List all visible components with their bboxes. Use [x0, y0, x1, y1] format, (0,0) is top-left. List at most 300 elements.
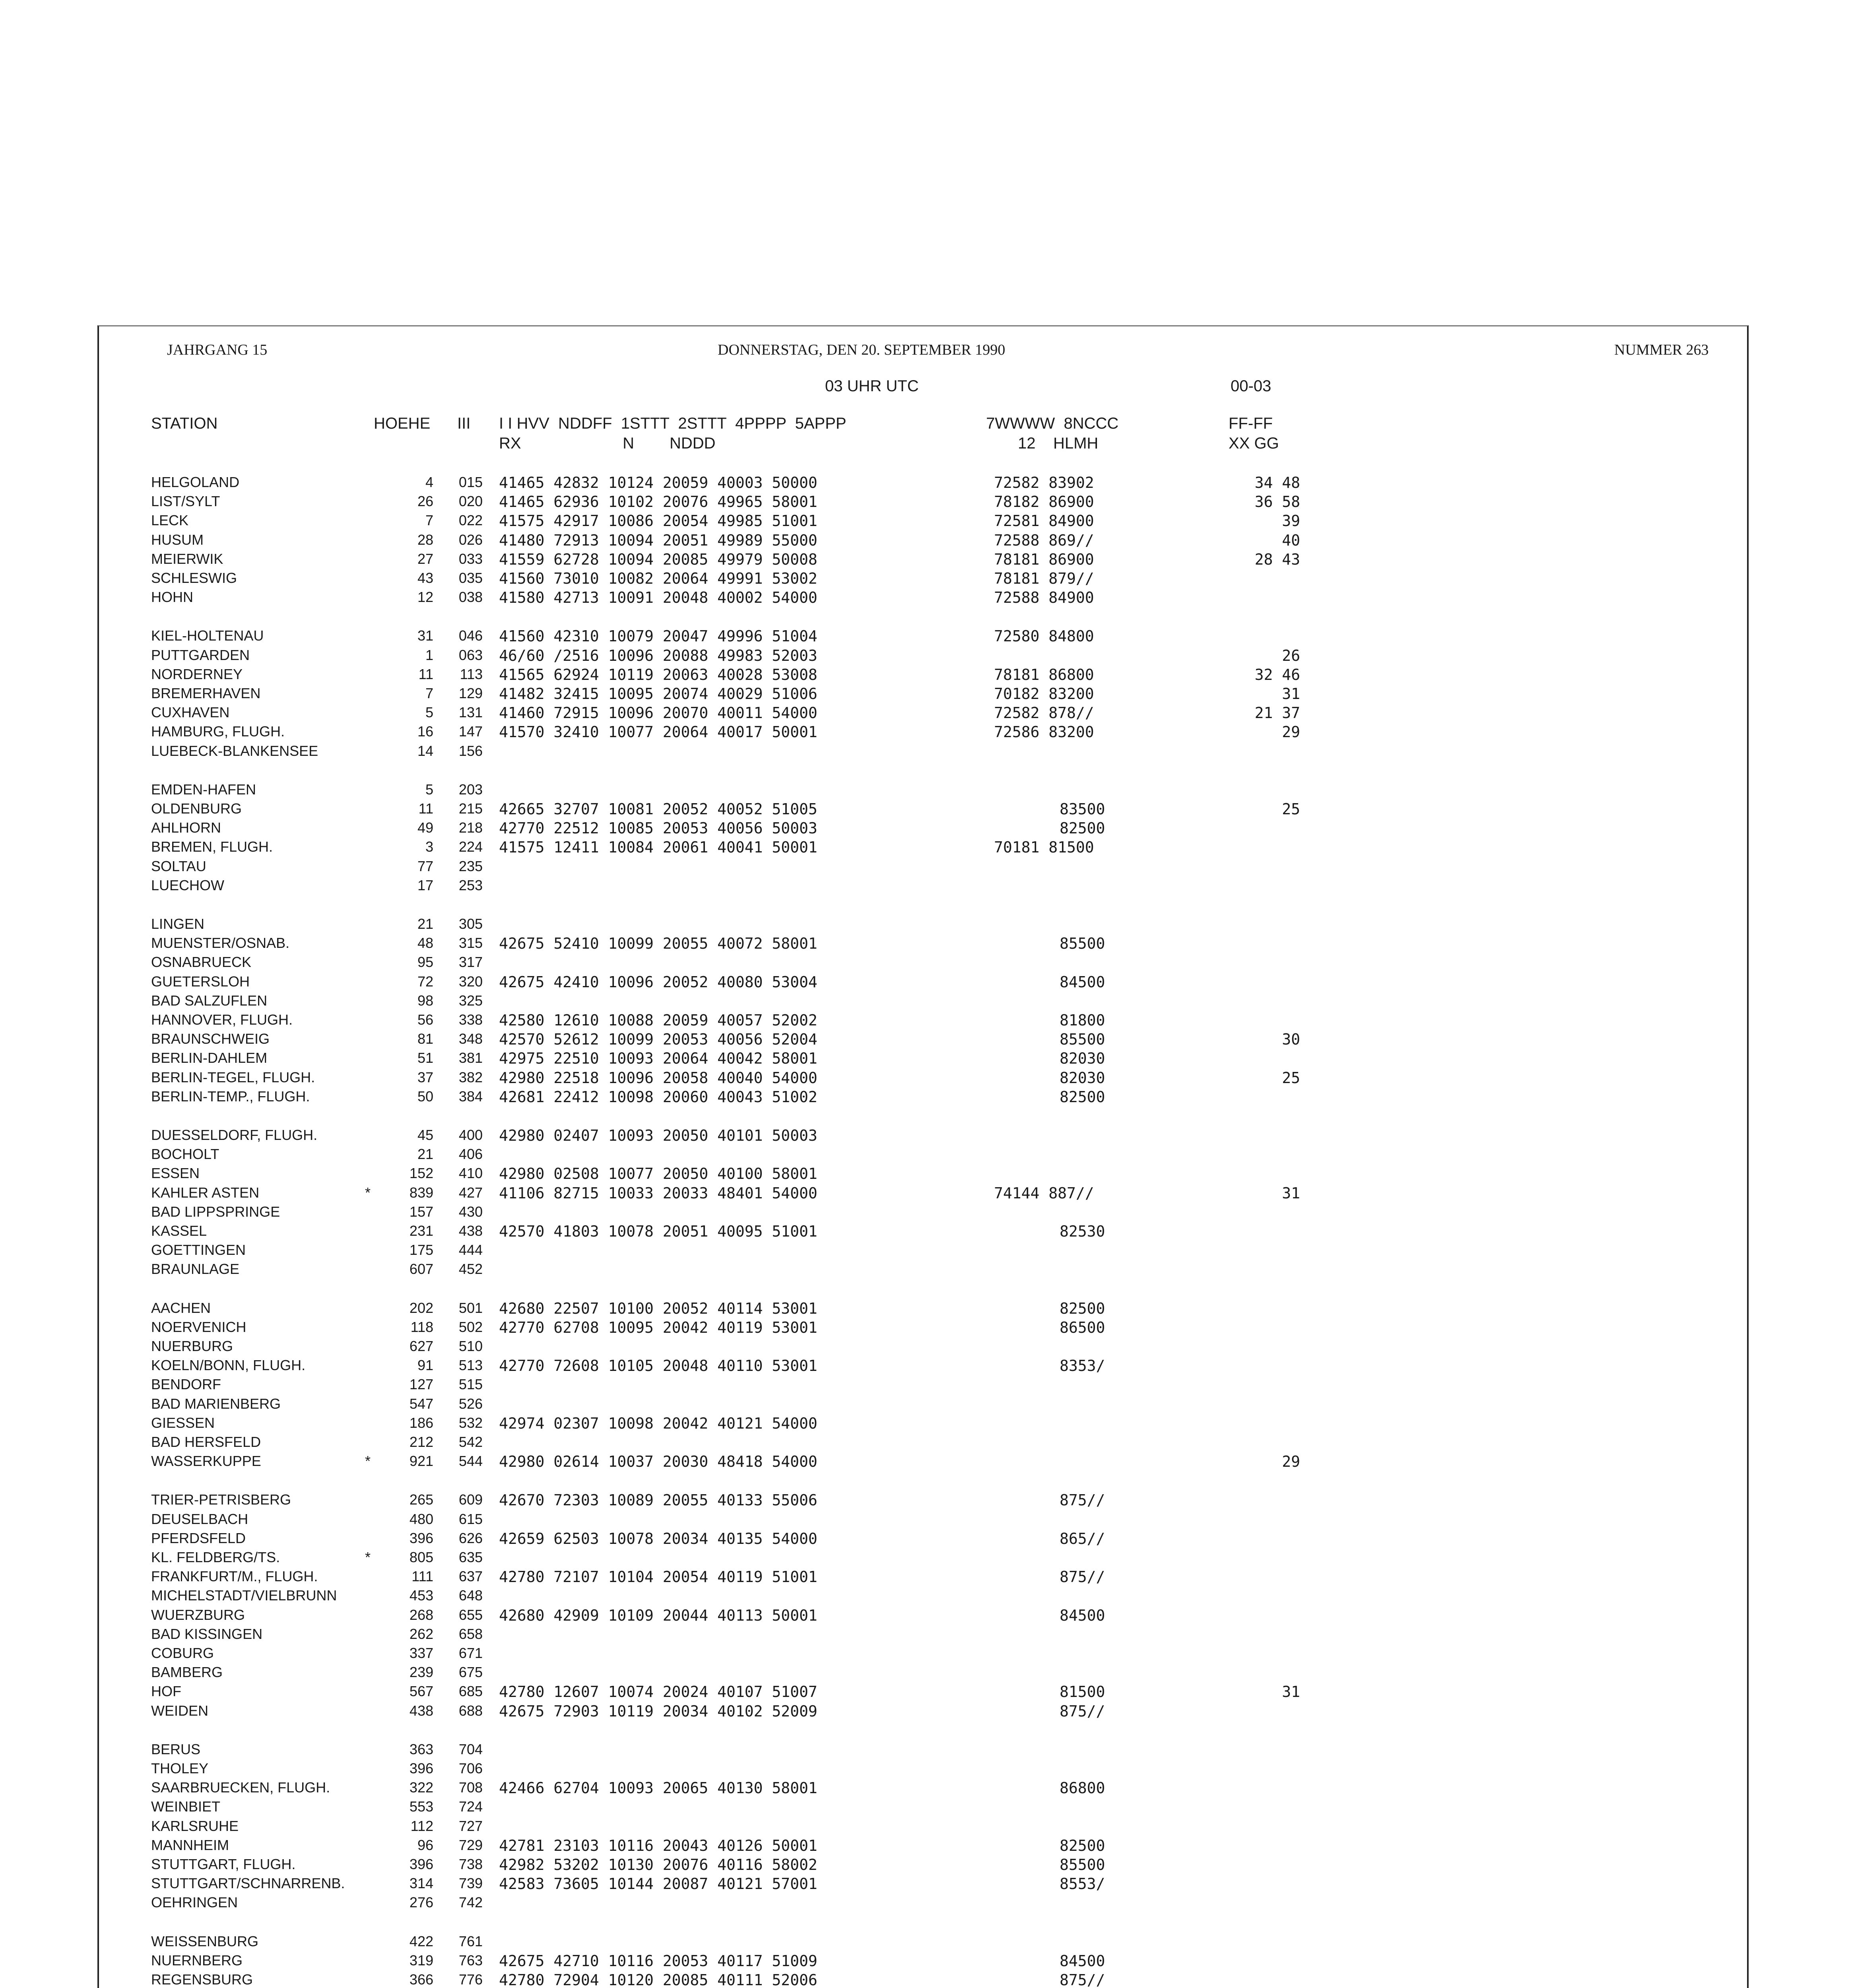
mountain-station-marker: *	[365, 1453, 371, 1469]
weather-groups: 74144 887//	[994, 1184, 1094, 1202]
station-height: 91	[417, 1357, 433, 1373]
station-name: KOELN/BONN, FLUGH.	[151, 1357, 306, 1373]
station-index: 515	[458, 1376, 483, 1392]
synop-groups: 41482 32415 10095 20074 40029 51006	[499, 685, 817, 703]
weather-groups: 82030	[1060, 1069, 1105, 1087]
station-index: 224	[458, 839, 483, 855]
station-name: OLDENBURG	[151, 800, 242, 817]
station-index: 320	[458, 973, 483, 990]
station-index: 635	[458, 1549, 483, 1565]
wind-gust-groups: 25	[1282, 800, 1300, 818]
station-index: 739	[458, 1875, 483, 1891]
station-name: GOETTINGEN	[151, 1242, 246, 1258]
wind-gust-groups: 39	[1282, 512, 1300, 530]
station-index: 253	[458, 877, 483, 893]
station-height: 77	[417, 858, 433, 874]
synop-groups: 41465 42832 10124 20059 40003 50000	[499, 474, 817, 491]
station-height: 127	[409, 1376, 433, 1392]
station-name: HOF	[151, 1683, 181, 1699]
station-index: 655	[458, 1607, 483, 1623]
station-height: 7	[425, 685, 433, 701]
station-height: 11	[418, 666, 433, 682]
synop-groups: 42665 32707 10081 20052 40052 51005	[499, 800, 817, 818]
weather-groups: 82500	[1060, 1300, 1105, 1317]
station-name: STUTTGART/SCHNARRENB.	[151, 1875, 345, 1891]
station-name: REGENSBURG	[151, 1971, 253, 1988]
weather-groups: 72582 83902	[994, 474, 1094, 491]
synop-groups: 42570 52612 10099 20053 40056 52004	[499, 1031, 817, 1048]
station-height: 480	[409, 1511, 433, 1527]
wind-gust-groups: 26	[1282, 647, 1300, 664]
station-index: 706	[458, 1760, 483, 1776]
weather-groups: 85500	[1060, 935, 1105, 952]
wind-gust-groups: 21 37	[1254, 704, 1300, 722]
station-height: 21	[417, 916, 433, 932]
weather-groups: 78181 879//	[994, 570, 1094, 587]
col-iii: III	[457, 415, 471, 432]
utc-time-label: 03 UHR UTC	[825, 377, 919, 395]
station-height: 422	[409, 1933, 433, 1949]
synop-groups: 41480 72913 10094 20051 49989 55000	[499, 532, 817, 549]
station-height: 337	[409, 1645, 433, 1661]
station-name: FRANKFURT/M., FLUGH.	[151, 1568, 318, 1584]
weather-groups: 72586 83200	[994, 723, 1094, 741]
col-synop-groups: I I HVV NDDFF 1STTT 2STTT 4PPPP 5APPP	[499, 415, 846, 432]
station-index: 544	[458, 1453, 483, 1469]
station-index: 156	[458, 743, 483, 759]
weather-groups: 81800	[1060, 1011, 1105, 1029]
station-name: CUXHAVEN	[151, 704, 230, 720]
synop-groups: 41575 42917 10086 20054 49985 51001	[499, 512, 817, 530]
station-height: 112	[410, 1818, 433, 1834]
weather-groups: 78181 86900	[994, 551, 1094, 568]
station-height: 319	[409, 1952, 433, 1969]
station-height: 921	[409, 1453, 433, 1469]
synop-groups: 42780 72107 10104 20054 40119 51001	[499, 1568, 817, 1586]
station-height: 21	[417, 1146, 433, 1162]
station-name: DEUSELBACH	[151, 1511, 248, 1527]
station-index: 708	[458, 1779, 483, 1796]
station-height: 7	[425, 512, 433, 528]
synop-groups: 46/60 /2516 10096 20088 49983 52003	[499, 647, 817, 664]
station-height: 202	[409, 1300, 433, 1316]
station-height: 27	[417, 551, 433, 567]
station-name: BOCHOLT	[151, 1146, 219, 1162]
station-name: DUESSELDORF, FLUGH.	[151, 1127, 318, 1143]
station-height: 239	[409, 1664, 433, 1680]
weather-groups: 84500	[1060, 1607, 1105, 1624]
station-index: 129	[458, 685, 483, 701]
synop-groups: 41460 72915 10096 20070 40011 54000	[499, 704, 817, 722]
col-hoehe: HOEHE	[374, 415, 431, 432]
station-height: 17	[417, 877, 433, 893]
station-index: 038	[458, 589, 483, 605]
weather-groups: 78181 86800	[994, 666, 1094, 683]
station-name: BAD LIPPSPRINGE	[151, 1204, 280, 1220]
station-index: 542	[458, 1434, 483, 1450]
weather-groups: 865//	[1060, 1530, 1105, 1547]
station-height: 231	[409, 1223, 433, 1239]
synop-groups: 42675 42710 10116 20053 40117 51009	[499, 1952, 817, 1970]
col-xx-gg: XX GG	[1229, 435, 1279, 452]
station-name: GIESSEN	[151, 1415, 215, 1431]
station-height: 276	[409, 1894, 433, 1910]
station-name: BERLIN-TEMP., FLUGH.	[151, 1088, 310, 1105]
station-name: BREMEN, FLUGH.	[151, 839, 273, 855]
station-height: 5	[425, 704, 433, 720]
station-index: 742	[458, 1894, 483, 1910]
wind-gust-groups: 36 58	[1254, 493, 1300, 511]
station-height: 157	[409, 1204, 433, 1220]
weather-groups: 82530	[1060, 1223, 1105, 1240]
wind-gust-groups: 31	[1282, 685, 1300, 703]
station-height: 95	[417, 954, 433, 970]
station-height: 14	[417, 743, 433, 759]
station-index: 348	[458, 1031, 483, 1047]
wind-gust-groups: 29	[1282, 1453, 1300, 1470]
station-name: BAD KISSINGEN	[151, 1626, 263, 1642]
station-name: OSNABRUECK	[151, 954, 252, 970]
station-height: 98	[417, 992, 433, 1009]
station-name: KASSEL	[151, 1223, 207, 1239]
station-name: MANNHEIM	[151, 1837, 229, 1853]
station-index: 729	[458, 1837, 483, 1853]
station-index: 776	[458, 1971, 483, 1988]
station-index: 400	[458, 1127, 483, 1143]
wind-gust-groups: 31	[1282, 1683, 1300, 1701]
station-name: SOLTAU	[151, 858, 206, 874]
station-index: 022	[458, 512, 483, 528]
weather-groups: 72581 84900	[994, 512, 1094, 530]
weather-groups: 85500	[1060, 1856, 1105, 1873]
wind-gust-groups: 28 43	[1254, 551, 1300, 568]
station-name: TRIER-PETRISBERG	[151, 1491, 291, 1508]
station-index: 046	[458, 627, 483, 644]
station-name: BRAUNSCHWEIG	[151, 1031, 270, 1047]
station-index: 452	[458, 1261, 483, 1277]
synop-groups: 42974 02307 10098 20042 40121 54000	[499, 1415, 817, 1432]
station-name: BAD SALZUFLEN	[151, 992, 268, 1009]
station-height: 96	[417, 1837, 433, 1853]
station-index: 218	[458, 819, 483, 836]
col-station: STATION	[151, 415, 218, 432]
station-name: WEIDEN	[151, 1703, 208, 1719]
station-name: HANNOVER, FLUGH.	[151, 1011, 293, 1028]
station-index: 609	[458, 1491, 483, 1508]
station-height: 607	[409, 1261, 433, 1277]
station-name: LECK	[151, 512, 189, 528]
synop-groups: 42982 53202 10130 20076 40116 58002	[499, 1856, 817, 1873]
station-name: BENDORF	[151, 1376, 221, 1392]
station-height: 547	[409, 1396, 433, 1412]
col-ww-groups-sub: 12 HLMH	[1018, 435, 1099, 452]
synop-groups: 41560 42310 10079 20047 49996 51004	[499, 627, 817, 645]
weather-groups: 72588 84900	[994, 589, 1094, 606]
station-name: BAD MARIENBERG	[151, 1396, 281, 1412]
station-index: 648	[458, 1587, 483, 1604]
station-index: 675	[458, 1664, 483, 1680]
synop-groups: 42675 72903 10119 20034 40102 52009	[499, 1703, 817, 1720]
station-index: 338	[458, 1011, 483, 1028]
synop-groups: 41465 62936 10102 20076 49965 58001	[499, 493, 817, 511]
station-name: BAD HERSFELD	[151, 1434, 261, 1450]
station-name: BERLIN-TEGEL, FLUGH.	[151, 1069, 315, 1085]
station-name: SCHLESWIG	[151, 570, 237, 586]
station-name: BERUS	[151, 1741, 201, 1757]
station-index: 020	[458, 493, 483, 509]
station-height: 51	[417, 1050, 433, 1066]
station-index: 526	[458, 1396, 483, 1412]
station-height: 805	[409, 1549, 433, 1565]
station-index: 131	[458, 704, 483, 720]
station-name: HAMBURG, FLUGH.	[151, 723, 285, 740]
station-name: BERLIN-DAHLEM	[151, 1050, 268, 1066]
weather-groups: 70181 81500	[994, 839, 1094, 856]
synop-groups: 42980 02407 10093 20050 40101 50003	[499, 1127, 817, 1144]
station-height: 11	[418, 800, 433, 817]
station-height: 553	[409, 1798, 433, 1815]
synop-groups: 42770 22512 10085 20053 40056 50003	[499, 819, 817, 837]
synop-groups: 42583 73605 10144 20087 40121 57001	[499, 1875, 817, 1893]
col-ff: FF-FF	[1229, 415, 1273, 432]
synop-groups: 42780 72904 10120 20085 40111 52006	[499, 1971, 817, 1988]
station-name: NOERVENICH	[151, 1319, 247, 1335]
mountain-station-marker: *	[365, 1184, 371, 1201]
station-height: 438	[409, 1703, 433, 1719]
station-height: 839	[409, 1184, 433, 1201]
station-height: 28	[417, 532, 433, 548]
station-name: MUENSTER/OSNAB.	[151, 935, 290, 951]
weather-groups: 875//	[1060, 1491, 1105, 1509]
station-name: KAHLER ASTEN	[151, 1184, 260, 1201]
station-height: 81	[417, 1031, 433, 1047]
station-height: 50	[417, 1088, 433, 1105]
station-name: PFERDSFELD	[151, 1530, 246, 1546]
station-index: 704	[458, 1741, 483, 1757]
synop-groups: 42659 62503 10078 20034 40135 54000	[499, 1530, 817, 1547]
station-name: NORDERNEY	[151, 666, 243, 682]
station-height: 49	[417, 819, 433, 836]
synop-groups: 42980 02614 10037 20030 48418 54000	[499, 1453, 817, 1470]
station-index: 305	[458, 916, 483, 932]
station-name: OEHRINGEN	[151, 1894, 238, 1910]
station-height: 56	[417, 1011, 433, 1028]
station-name: KL. FELDBERG/TS.	[151, 1549, 280, 1565]
weather-groups: 8553/	[1060, 1875, 1105, 1893]
station-height: 1	[425, 647, 433, 663]
station-name: ESSEN	[151, 1165, 200, 1181]
station-height: 265	[409, 1491, 433, 1508]
weather-groups: 86800	[1060, 1779, 1105, 1797]
station-index: 501	[458, 1300, 483, 1316]
station-index: 438	[458, 1223, 483, 1239]
station-name: NUERNBERG	[151, 1952, 243, 1969]
synop-groups: 42675 52410 10099 20055 40072 58001	[499, 935, 817, 952]
weather-groups: 84500	[1060, 973, 1105, 991]
station-height: 12	[417, 589, 433, 605]
station-name: LUECHOW	[151, 877, 225, 893]
station-index: 532	[458, 1415, 483, 1431]
weather-groups: 82500	[1060, 1837, 1105, 1854]
station-index: 658	[458, 1626, 483, 1642]
station-name: AHLHORN	[151, 819, 221, 836]
station-index: 510	[458, 1338, 483, 1354]
station-index: 026	[458, 532, 483, 548]
issue-number: NUMMER 263	[1614, 342, 1709, 358]
weather-groups: 8353/	[1060, 1357, 1105, 1375]
station-name: GUETERSLOH	[151, 973, 250, 990]
station-index: 147	[458, 723, 483, 740]
station-height: 3	[425, 839, 433, 855]
station-height: 5	[425, 781, 433, 798]
synop-groups: 42770 72608 10105 20048 40110 53001	[499, 1357, 817, 1375]
station-index: 317	[458, 954, 483, 970]
station-index: 235	[458, 858, 483, 874]
synop-groups: 42680 22507 10100 20052 40114 53001	[499, 1300, 817, 1317]
synop-groups: 41560 73010 10082 20064 49991 53002	[499, 570, 817, 587]
station-height: 31	[417, 627, 433, 644]
synop-groups: 42781 23103 10116 20043 40126 50001	[499, 1837, 817, 1854]
weather-groups: 72582 878//	[994, 704, 1094, 722]
station-height: 262	[409, 1626, 433, 1642]
station-index: 502	[458, 1319, 483, 1335]
weather-groups: 72588 869//	[994, 532, 1094, 549]
station-index: 427	[458, 1184, 483, 1201]
synop-groups: 42570 41803 10078 20051 40095 51001	[499, 1223, 817, 1240]
station-index: 033	[458, 551, 483, 567]
station-height: 175	[409, 1242, 433, 1258]
station-index: 325	[458, 992, 483, 1009]
station-name: HELGOLAND	[151, 474, 240, 490]
station-name: COBURG	[151, 1645, 214, 1661]
station-height: 45	[417, 1127, 433, 1143]
station-index: 615	[458, 1511, 483, 1527]
synop-groups: 41575 12411 10084 20061 40041 50001	[499, 839, 817, 856]
synop-groups: 42770 62708 10095 20042 40119 53001	[499, 1319, 817, 1336]
station-height: 111	[412, 1568, 433, 1584]
station-index: 203	[458, 781, 483, 798]
station-index: 382	[458, 1069, 483, 1085]
col-synop-groups-sub: RX N NDDD	[499, 435, 716, 452]
weather-groups: 84500	[1060, 1952, 1105, 1970]
weather-groups: 85500	[1060, 1031, 1105, 1048]
station-index: 637	[458, 1568, 483, 1584]
wind-gust-groups: 32 46	[1254, 666, 1300, 683]
station-height: 16	[417, 723, 433, 740]
station-index: 113	[460, 666, 483, 682]
weather-groups: 78182 86900	[994, 493, 1094, 511]
weather-groups: 81500	[1060, 1683, 1105, 1701]
station-name: BAMBERG	[151, 1664, 223, 1680]
station-name: HOHN	[151, 589, 193, 605]
period-label: 00-03	[1231, 377, 1272, 395]
station-name: LUEBECK-BLANKENSEE	[151, 743, 318, 759]
station-height: 567	[409, 1683, 433, 1699]
station-name: LIST/SYLT	[151, 493, 220, 509]
station-index: 688	[458, 1703, 483, 1719]
wind-gust-groups: 31	[1282, 1184, 1300, 1202]
station-name: NUERBURG	[151, 1338, 233, 1354]
station-index: 063	[458, 647, 483, 663]
station-height: 4	[425, 474, 433, 490]
jahrgang-label: JAHRGANG 15	[167, 342, 268, 358]
station-height: 72	[417, 973, 433, 990]
wind-gust-groups: 29	[1282, 723, 1300, 741]
station-name: LINGEN	[151, 916, 205, 932]
station-index: 763	[458, 1952, 483, 1969]
weather-groups: 70182 83200	[994, 685, 1094, 703]
weather-groups: 86500	[1060, 1319, 1105, 1336]
station-name: KARLSRUHE	[151, 1818, 239, 1834]
station-height: 26	[417, 493, 433, 509]
station-height: 118	[410, 1319, 433, 1335]
weather-groups: 82500	[1060, 819, 1105, 837]
station-name: EMDEN-HAFEN	[151, 781, 256, 798]
station-index: 727	[458, 1818, 483, 1834]
page-frame	[97, 325, 1749, 1988]
synop-groups: 42980 22518 10096 20058 40040 54000	[499, 1069, 817, 1087]
synop-groups: 42466 62704 10093 20065 40130 58001	[499, 1779, 817, 1797]
station-name: BREMERHAVEN	[151, 685, 261, 701]
synop-groups: 42980 02508 10077 20050 40100 58001	[499, 1165, 817, 1182]
station-index: 513	[458, 1357, 483, 1373]
station-name: WUERZBURG	[151, 1607, 245, 1623]
station-height: 363	[409, 1741, 433, 1757]
station-name: BRAUNLAGE	[151, 1261, 240, 1277]
synop-groups: 42580 12610 10088 20059 40057 52002	[499, 1011, 817, 1029]
station-name: WEISSENBURG	[151, 1933, 259, 1949]
station-index: 381	[458, 1050, 483, 1066]
station-height: 48	[417, 935, 433, 951]
wind-gust-groups: 40	[1282, 532, 1300, 549]
station-height: 37	[417, 1069, 433, 1085]
weather-groups: 82030	[1060, 1050, 1105, 1067]
station-height: 186	[409, 1415, 433, 1431]
station-index: 035	[458, 570, 483, 586]
station-index: 724	[458, 1798, 483, 1815]
synop-groups: 42670 72303 10089 20055 40133 55006	[499, 1491, 817, 1509]
station-index: 406	[458, 1146, 483, 1162]
synop-groups: 41106 82715 10033 20033 48401 54000	[499, 1184, 817, 1202]
col-ww-groups: 7WWWW 8NCCC	[986, 415, 1119, 432]
weather-groups: 875//	[1060, 1971, 1105, 1988]
station-index: 430	[458, 1204, 483, 1220]
synop-groups: 41580 42713 10091 20048 40002 54000	[499, 589, 817, 606]
station-name: SAARBRUECKEN, FLUGH.	[151, 1779, 330, 1796]
station-height: 396	[409, 1760, 433, 1776]
synop-groups: 42681 22412 10098 20060 40043 51002	[499, 1088, 817, 1106]
station-name: AACHEN	[151, 1300, 211, 1316]
weather-groups: 83500	[1060, 800, 1105, 818]
station-index: 685	[458, 1683, 483, 1699]
station-height: 627	[409, 1338, 433, 1354]
station-index: 315	[458, 935, 483, 951]
wind-gust-groups: 25	[1282, 1069, 1300, 1087]
wind-gust-groups: 34 48	[1254, 474, 1300, 491]
station-index: 215	[458, 800, 483, 817]
date-label: DONNERSTAG, DEN 20. SEPTEMBER 1990	[718, 342, 1006, 358]
station-index: 410	[458, 1165, 483, 1181]
synop-groups: 42680 42909 10109 20044 40113 50001	[499, 1607, 817, 1624]
synop-groups: 41570 32410 10077 20064 40017 50001	[499, 723, 817, 741]
weather-groups: 72580 84800	[994, 627, 1094, 645]
station-height: 322	[409, 1779, 433, 1796]
synop-groups: 42780 12607 10074 20024 40107 51007	[499, 1683, 817, 1701]
station-index: 015	[458, 474, 483, 490]
weather-groups: 82500	[1060, 1088, 1105, 1106]
station-height: 366	[409, 1971, 433, 1988]
station-index: 761	[458, 1933, 483, 1949]
